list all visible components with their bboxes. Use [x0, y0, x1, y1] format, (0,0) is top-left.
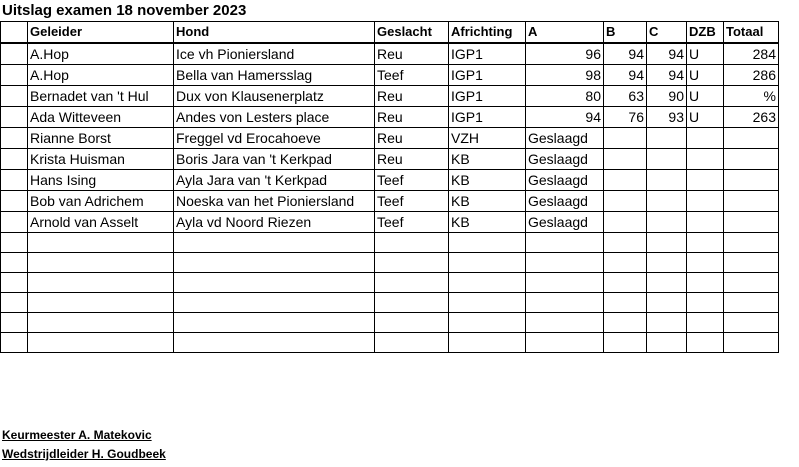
col-dzb-header[interactable]: DZB	[687, 22, 724, 44]
cell-index[interactable]	[1, 253, 28, 273]
cell-index[interactable]	[1, 107, 28, 128]
cell-hond[interactable]: Noeska van het Pioniersland	[174, 191, 375, 212]
col-index-header[interactable]	[1, 22, 28, 44]
col-geleider-header[interactable]: Geleider	[28, 22, 174, 44]
cell-hond[interactable]: Ice vh Pioniersland	[174, 43, 375, 65]
cell-c[interactable]	[647, 212, 687, 233]
cell-geleider[interactable]	[28, 313, 174, 333]
header-row	[1, 22, 779, 44]
cell-index[interactable]	[1, 333, 28, 353]
cell-totaal[interactable]: %	[724, 86, 779, 107]
cell-dzb[interactable]	[687, 149, 724, 170]
cell-geleider[interactable]: A.Hop	[28, 65, 174, 86]
cell-b[interactable]: 94	[604, 65, 647, 86]
cell-b[interactable]	[604, 233, 647, 253]
cell-africhting[interactable]: KB	[449, 191, 526, 212]
cell-africhting[interactable]: KB	[449, 170, 526, 191]
table-row	[1, 65, 779, 86]
cell-b[interactable]	[604, 191, 647, 212]
cell-hond[interactable]: Ayla Jara van 't Kerkpad	[174, 170, 375, 191]
cell-geleider[interactable]: Arnold van Asselt	[28, 212, 174, 233]
cell-totaal[interactable]: 263	[724, 107, 779, 128]
cell-c[interactable]	[647, 273, 687, 293]
table-row	[1, 253, 779, 273]
cell-geslacht[interactable]: Teef	[375, 191, 449, 212]
cell-index[interactable]	[1, 293, 28, 313]
cell-totaal[interactable]	[724, 253, 779, 273]
cell-geslacht[interactable]: Teef	[375, 212, 449, 233]
cell-geslacht[interactable]	[375, 273, 449, 293]
cell-a[interactable]: 96	[526, 43, 604, 65]
cell-geleider[interactable]: Hans Ising	[28, 170, 174, 191]
cell-index[interactable]	[1, 65, 28, 86]
cell-hond[interactable]	[174, 313, 375, 333]
table-row	[1, 293, 779, 313]
col-c-header[interactable]: C	[647, 22, 687, 44]
cell-hond[interactable]: Andes von Lesters place	[174, 107, 375, 128]
cell-hond[interactable]	[174, 273, 375, 293]
cell-a[interactable]: 98	[526, 65, 604, 86]
cell-b[interactable]: 94	[604, 43, 647, 65]
col-a-header[interactable]: A	[526, 22, 604, 44]
cell-b[interactable]	[604, 273, 647, 293]
cell-geslacht[interactable]: Teef	[375, 65, 449, 86]
cell-c[interactable]	[647, 233, 687, 253]
cell-b[interactable]	[604, 253, 647, 273]
cell-b[interactable]	[604, 212, 647, 233]
cell-a[interactable]: Geslaagd	[526, 149, 604, 170]
cell-index[interactable]	[1, 128, 28, 149]
cell-c[interactable]	[647, 333, 687, 353]
judge-signature: Keurmeester A. Matekovic	[2, 428, 152, 442]
cell-africhting[interactable]: KB	[449, 149, 526, 170]
table-row	[1, 86, 779, 107]
cell-geleider[interactable]: A.Hop	[28, 43, 174, 65]
cell-africhting[interactable]: IGP1	[449, 86, 526, 107]
cell-geslacht[interactable]: Reu	[375, 128, 449, 149]
cell-geleider[interactable]	[28, 333, 174, 353]
cell-africhting[interactable]: KB	[449, 212, 526, 233]
cell-a[interactable]: Geslaagd	[526, 212, 604, 233]
cell-c[interactable]	[647, 313, 687, 333]
cell-index[interactable]	[1, 191, 28, 212]
cell-a[interactable]	[526, 253, 604, 273]
cell-geleider[interactable]	[28, 293, 174, 313]
cell-hond[interactable]: Dux von Klausenerplatz	[174, 86, 375, 107]
cell-totaal[interactable]	[724, 233, 779, 253]
cell-geslacht[interactable]: Reu	[375, 149, 449, 170]
cell-c[interactable]	[647, 253, 687, 273]
table-row	[1, 233, 779, 253]
cell-africhting[interactable]: VZH	[449, 128, 526, 149]
cell-a[interactable]	[526, 293, 604, 313]
cell-a[interactable]: Geslaagd	[526, 170, 604, 191]
cell-b[interactable]	[604, 313, 647, 333]
table-row	[1, 212, 779, 233]
cell-africhting[interactable]: IGP1	[449, 65, 526, 86]
cell-b[interactable]: 76	[604, 107, 647, 128]
cell-totaal[interactable]: 284	[724, 43, 779, 65]
cell-a[interactable]	[526, 233, 604, 253]
cell-geleider[interactable]	[28, 233, 174, 253]
cell-geleider[interactable]: Krista Huisman	[28, 149, 174, 170]
cell-geslacht[interactable]: Reu	[375, 43, 449, 65]
col-b-header[interactable]: B	[604, 22, 647, 44]
cell-totaal[interactable]	[724, 293, 779, 313]
cell-dzb[interactable]	[687, 273, 724, 293]
cell-totaal[interactable]	[724, 128, 779, 149]
cell-geslacht[interactable]	[375, 293, 449, 313]
cell-c[interactable]	[647, 170, 687, 191]
cell-c[interactable]	[647, 128, 687, 149]
cell-dzb[interactable]: U	[687, 107, 724, 128]
cell-hond[interactable]	[174, 333, 375, 353]
cell-b[interactable]	[604, 293, 647, 313]
cell-dzb[interactable]: U	[687, 86, 724, 107]
cell-a[interactable]	[526, 333, 604, 353]
cell-a[interactable]	[526, 313, 604, 333]
cell-dzb[interactable]: U	[687, 65, 724, 86]
cell-dzb[interactable]	[687, 313, 724, 333]
cell-index[interactable]	[1, 149, 28, 170]
cell-geleider[interactable]: Bob van Adrichem	[28, 191, 174, 212]
cell-geslacht[interactable]	[375, 313, 449, 333]
cell-dzb[interactable]	[687, 293, 724, 313]
cell-geleider[interactable]	[28, 273, 174, 293]
table-row	[1, 128, 779, 149]
cell-c[interactable]	[647, 191, 687, 212]
cell-totaal[interactable]	[724, 313, 779, 333]
cell-totaal[interactable]	[724, 149, 779, 170]
cell-totaal[interactable]	[724, 191, 779, 212]
col-geslacht-header[interactable]: Geslacht	[375, 22, 449, 44]
cell-index[interactable]	[1, 313, 28, 333]
cell-hond[interactable]: Ayla vd Noord Riezen	[174, 212, 375, 233]
cell-index[interactable]	[1, 86, 28, 107]
cell-hond[interactable]: Bella van Hamersslag	[174, 65, 375, 86]
cell-b[interactable]: 63	[604, 86, 647, 107]
cell-geleider[interactable]: Bernadet van 't Hul	[28, 86, 174, 107]
cell-africhting[interactable]	[449, 273, 526, 293]
cell-totaal[interactable]	[724, 212, 779, 233]
table-row	[1, 273, 779, 293]
cell-a[interactable]: 94	[526, 107, 604, 128]
cell-hond[interactable]	[174, 233, 375, 253]
cell-africhting[interactable]	[449, 233, 526, 253]
cell-index[interactable]	[1, 273, 28, 293]
sheet-title: Uitslag examen 18 november 2023	[2, 2, 247, 19]
cell-hond[interactable]	[174, 253, 375, 273]
cell-dzb[interactable]	[687, 170, 724, 191]
cell-dzb[interactable]	[687, 212, 724, 233]
cell-dzb[interactable]	[687, 233, 724, 253]
cell-totaal[interactable]	[724, 170, 779, 191]
cell-index[interactable]	[1, 43, 28, 65]
organizer-signature: Wedstrijdleider H. Goudbeek	[2, 447, 166, 461]
cell-a[interactable]: 80	[526, 86, 604, 107]
cell-africhting[interactable]: IGP1	[449, 107, 526, 128]
cell-c[interactable]	[647, 149, 687, 170]
cell-africhting[interactable]	[449, 313, 526, 333]
cell-africhting[interactable]	[449, 253, 526, 273]
cell-dzb[interactable]	[687, 128, 724, 149]
cell-b[interactable]	[604, 170, 647, 191]
cell-geslacht[interactable]: Reu	[375, 86, 449, 107]
cell-dzb[interactable]	[687, 253, 724, 273]
cell-index[interactable]	[1, 212, 28, 233]
table-row	[1, 43, 779, 65]
cell-a[interactable]	[526, 273, 604, 293]
cell-hond[interactable]: Boris Jara van 't Kerkpad	[174, 149, 375, 170]
table-row	[1, 191, 779, 212]
cell-hond[interactable]: Freggel vd Erocahoeve	[174, 128, 375, 149]
cell-c[interactable]	[647, 293, 687, 313]
col-hond-header[interactable]: Hond	[174, 22, 375, 44]
cell-a[interactable]: Geslaagd	[526, 191, 604, 212]
cell-geslacht[interactable]: Teef	[375, 170, 449, 191]
table-row	[1, 170, 779, 191]
cell-c[interactable]: 94	[647, 43, 687, 65]
col-africhting-header[interactable]: Africhting	[449, 22, 526, 44]
cell-geslacht[interactable]	[375, 233, 449, 253]
cell-totaal[interactable]	[724, 333, 779, 353]
cell-totaal[interactable]: 286	[724, 65, 779, 86]
cell-geslacht[interactable]	[375, 253, 449, 273]
table-row	[1, 333, 779, 353]
cell-geleider[interactable]: Ada Witteveen	[28, 107, 174, 128]
cell-c[interactable]: 93	[647, 107, 687, 128]
cell-africhting[interactable]: IGP1	[449, 43, 526, 65]
cell-b[interactable]	[604, 333, 647, 353]
cell-index[interactable]	[1, 233, 28, 253]
cell-a[interactable]: Geslaagd	[526, 128, 604, 149]
cell-totaal[interactable]	[724, 273, 779, 293]
cell-geleider[interactable]: Rianne Borst	[28, 128, 174, 149]
cell-hond[interactable]	[174, 293, 375, 313]
table-row	[1, 149, 779, 170]
cell-africhting[interactable]	[449, 333, 526, 353]
cell-index[interactable]	[1, 170, 28, 191]
cell-c[interactable]: 94	[647, 65, 687, 86]
cell-b[interactable]	[604, 128, 647, 149]
table-row	[1, 313, 779, 333]
cell-b[interactable]	[604, 149, 647, 170]
cell-dzb[interactable]	[687, 333, 724, 353]
cell-geleider[interactable]	[28, 253, 174, 273]
table-row	[1, 107, 779, 128]
col-totaal-header[interactable]: Totaal	[724, 22, 779, 44]
cell-c[interactable]: 90	[647, 86, 687, 107]
cell-geslacht[interactable]: Reu	[375, 107, 449, 128]
cell-dzb[interactable]: U	[687, 43, 724, 65]
cell-dzb[interactable]	[687, 191, 724, 212]
cell-africhting[interactable]	[449, 293, 526, 313]
cell-geslacht[interactable]	[375, 333, 449, 353]
results-table	[0, 21, 779, 353]
